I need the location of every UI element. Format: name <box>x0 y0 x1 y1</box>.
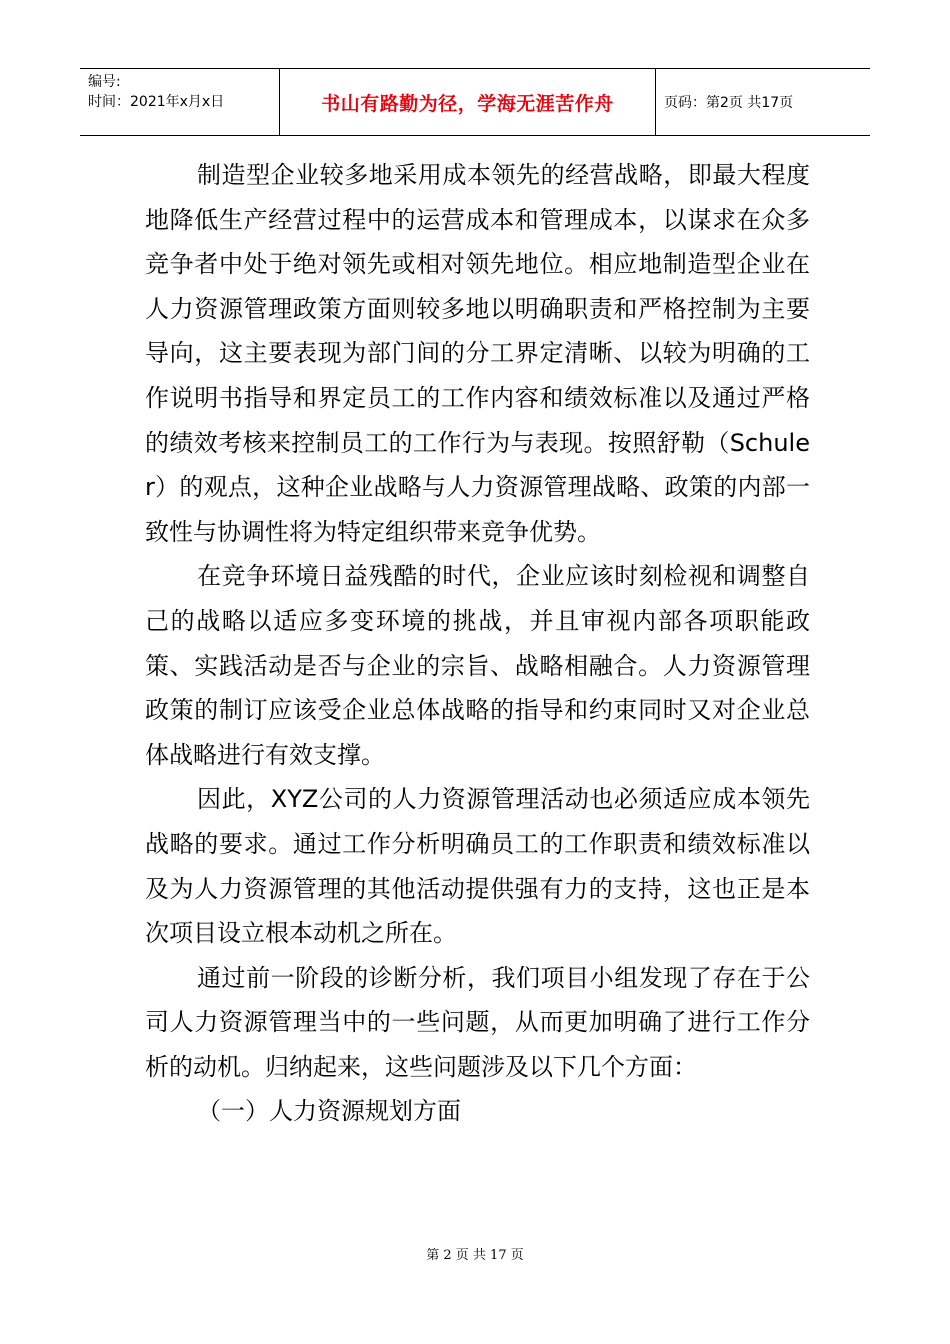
page-footer: 第 2 页 共 17 页 <box>426 1248 524 1263</box>
document-time-label: 时间：2021年x月x日 <box>88 94 225 110</box>
paragraph-2: 在竞争环境日益残酷的时代，企业应该时刻检视和调整自己的战略以适应多变环境的挑战，并且审视内部各项职能政策、实践活动是否与企业的宗旨、战略相融合。人力资源管理政策的制订应该受企业总体战略的指导和约束同时又对企业总体战略进行有效支撑。 <box>145 562 810 769</box>
header-motto: 书山有路勤为径，学海无涯苦作舟 <box>280 69 656 135</box>
document-body <box>145 153 810 1134</box>
header-info-cell <box>80 69 280 135</box>
paragraph-1: 制造型企业较多地采用成本领先的经营战略，即最大程度地降低生产经营过程中的运营成本和管理成本，以谋求在众多竞争者中处于绝对领先或相对领先地位。相应地制造型企业在人力资源管理政策方面则较多地以明确职责和严格控制为主要导向，这主要表现为部门间的分工界定清晰、以较为明确的工作说明书指导和界定员工的工作内容和绩效标准以及通过严格的绩效考核来控制员工的工作行为与表现。按照舒勒（Schuler）的观点，这种企业战略与人力资源管理战略、政策的内部一致性与协调性将为特定组织带来竞争优势。 <box>145 161 810 546</box>
page-header <box>80 68 870 136</box>
section-heading: （一）人力资源规划方面 <box>197 1097 461 1126</box>
paragraph-3: 因此，XYZ公司的人力资源管理活动也必须适应成本领先战略的要求。通过工作分析明确员工的工作职责和绩效标准以及为人力资源管理的其他活动提供强有力的支持，这也正是本次项目设立根本动机之所在。 <box>145 785 810 948</box>
header-page-info: 页码：第2页 共17页 <box>664 95 794 111</box>
paragraph-4: 通过前一阶段的诊断分析，我们项目小组发现了存在于公司人力资源管理当中的一些问题，从而更加明确了进行工作分析的动机。归纳起来，这些问题涉及以下几个方面： <box>145 963 810 1081</box>
document-number-label: 编号: <box>88 74 121 90</box>
